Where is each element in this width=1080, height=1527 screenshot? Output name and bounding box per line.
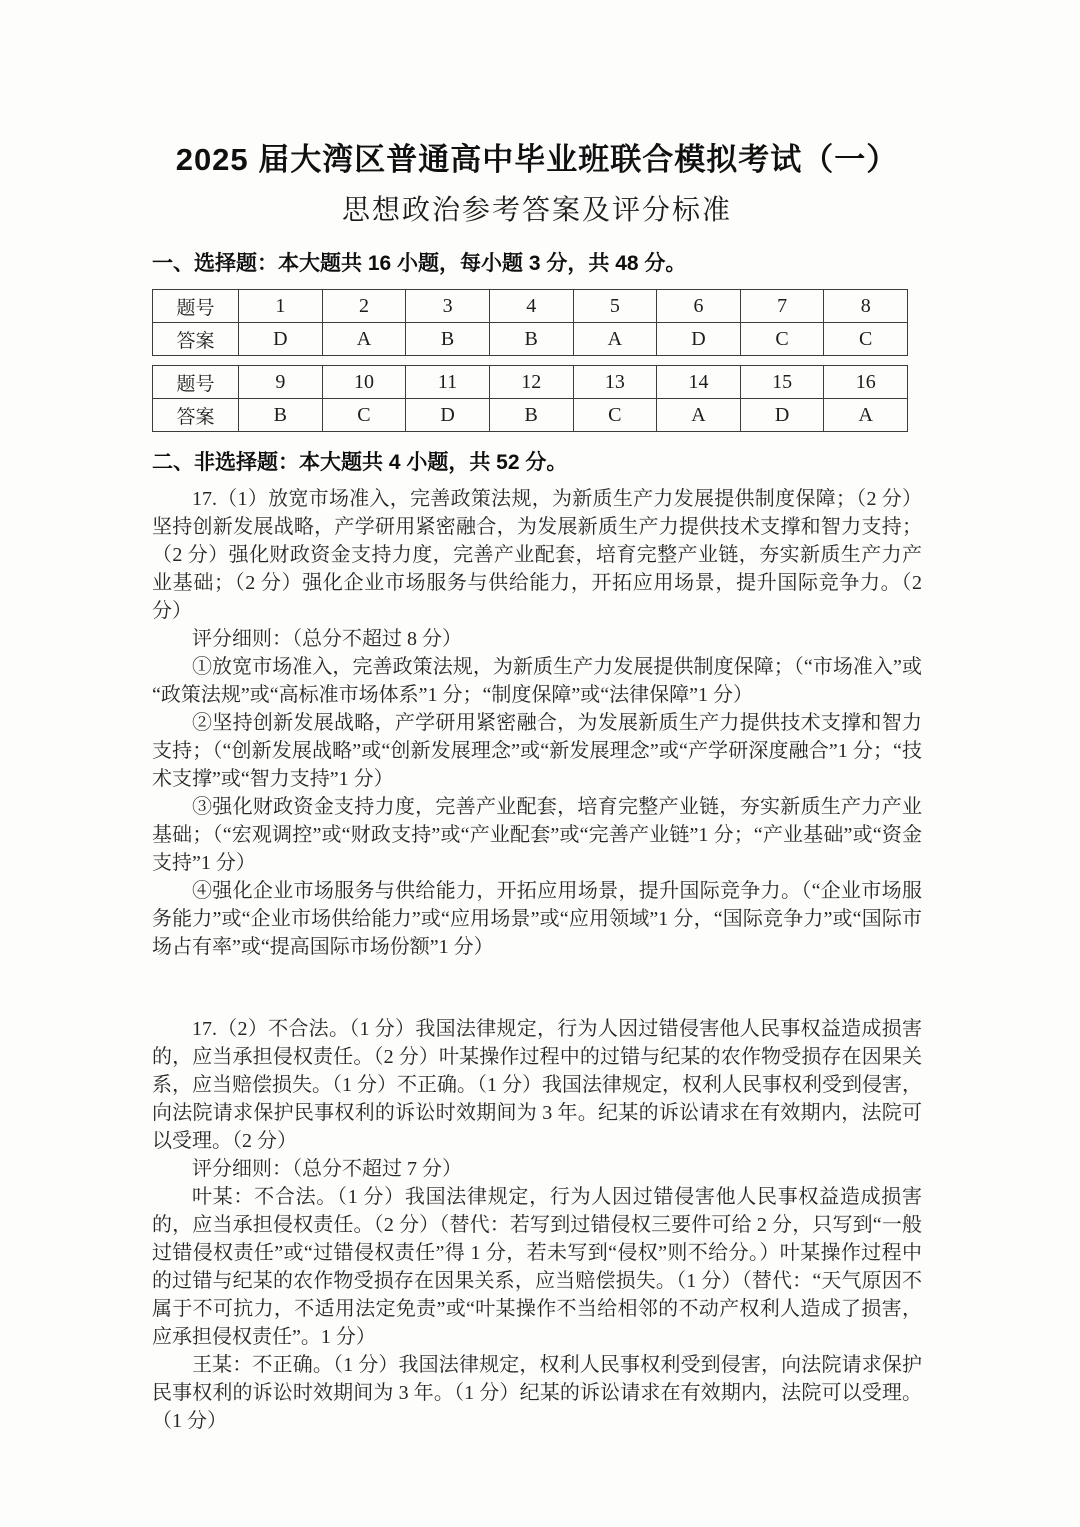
exam-title: 2025 届大湾区普通高中毕业班联合模拟考试（一） [175, 142, 899, 177]
rubric-wang-mou: 王某：不正确。（1 分）我国法律规定，权利人民事权利受到侵害，向法院请求保护民事权利的诉讼时效期间为 3 年。（1 分）纪某的诉讼请求在有效期内，法院可以受理。（1 分） [152, 1354, 922, 1432]
answer-cell: A [657, 399, 741, 432]
question-number-cell: 6 [657, 290, 741, 323]
answer-cell: D [239, 323, 323, 356]
rubric-title-17-1: 评分细则：（总分不超过 8 分） [192, 628, 462, 650]
question-number-cell: 7 [740, 290, 824, 323]
row-header-cell: 题号 [153, 290, 239, 323]
answer-cell: B [406, 323, 490, 356]
question-number-cell: 10 [322, 366, 406, 399]
answer-cell: C [740, 323, 824, 356]
rubric-point-4: ④强化企业市场服务与供给能力，开拓应用场景，提升国际竞争力。（“企业市场服务能力”或“企业市场供给能力”或“应用场景”或“应用领域”1 分，“国际竞争力”或“国际市场占有率”或“提高国际市场份额”1 分） [152, 880, 922, 958]
question-number-cell: 15 [740, 366, 824, 399]
answer-cell: C [824, 323, 908, 356]
question-number-cell: 4 [489, 290, 573, 323]
answer-17-1: 17.（1）放宽市场准入，完善政策法规，为新质生产力发展提供制度保障；（2 分）坚持创新发展战略，产学研用紧密融合，为发展新质生产力提供技术支撑和智力支持；（2 分）强化财政资金支持力度，完善产业配套，培育完整产业链，夯实新质生产力产业基础；（2 分）强化企业市场服务与供给能力，开拓应用场景，提升国际竞争力。（2 分） [152, 488, 922, 622]
answer-cell: A [824, 399, 908, 432]
answer-cell: B [239, 399, 323, 432]
question-number-cell: 12 [489, 366, 573, 399]
answer-row [153, 323, 908, 356]
answer-17-2: 17.（2）不合法。（1 分）我国法律规定，行为人因过错侵害他人民事权益造成损害的，应当承担侵权责任。（2 分）叶某操作过程中的过错与纪某的农作物受损存在因果关系，应当赔偿损失。（1 分）不正确。（1 分）我国法律规定，权利人民事权利受到侵害，向法院请求保护民事权利的诉讼时效期间为 3 年。纪某的诉讼请求在有效期内，法院可以受理。（2 分） [152, 1018, 922, 1152]
question-number-cell: 11 [406, 366, 490, 399]
question-number-cell: 5 [573, 290, 657, 323]
row-header-cell: 题号 [153, 366, 239, 399]
question-number-cell: 2 [322, 290, 406, 323]
section2-heading: 二、非选择题：本大题共 4 小题，共 52 分。 [152, 451, 568, 474]
answer-table-q9-16 [152, 365, 908, 432]
answer-cell: D [740, 399, 824, 432]
answer-cell: A [573, 323, 657, 356]
question-number-cell: 13 [573, 366, 657, 399]
row-header-cell: 答案 [153, 399, 239, 432]
question-number-row [153, 366, 908, 399]
question-number-cell: 8 [824, 290, 908, 323]
rubric-ye-mou: 叶某：不合法。（1 分）我国法律规定，行为人因过错侵害他人民事权益造成损害的，应当承担侵权责任。（2 分）（替代：若写到过错侵权三要件可给 2 分，只写到“一般过错侵权责任”或“过错侵权责任”得 1 分，若未写到“侵权”则不给分。）叶某操作过程中的过错与纪某的农作物受损存在因果关系，应当赔偿损失。（1 分）（替代：“天气原因不属于不可抗力，不适用法定免责”或“叶某操作不当给相邻的不动产权利人造成了损害，应承担侵权责任”。1 分） [152, 1186, 922, 1348]
question-number-cell: 1 [239, 290, 323, 323]
question-number-cell: 16 [824, 366, 908, 399]
answer-row [153, 399, 908, 432]
rubric-point-2: ②坚持创新发展战略，产学研用紧密融合，为发展新质生产力提供技术支撑和智力支持；（“创新发展战略”或“创新发展理念”或“新发展理念”或“产学研深度融合”1 分；“技术支撑”或“智力支持”1 分） [152, 712, 922, 790]
rubric-point-1: ①放宽市场准入，完善政策法规，为新质生产力发展提供制度保障；（“市场准入”或“政策法规”或“高标准市场体系”1 分；“制度保障”或“法律保障”1 分） [152, 656, 922, 706]
exam-subtitle: 思想政治参考答案及评分标准 [341, 195, 732, 226]
answer-cell: B [489, 399, 573, 432]
answer-table-q1-8 [152, 289, 908, 356]
rubric-title-17-2: 评分细则：（总分不超过 7 分） [192, 1158, 462, 1180]
answer-cell: B [489, 323, 573, 356]
row-header-cell: 答案 [153, 323, 239, 356]
answer-cell: D [406, 399, 490, 432]
answer-cell: D [657, 323, 741, 356]
answer-cell: C [573, 399, 657, 432]
question-number-cell: 3 [406, 290, 490, 323]
section1-heading: 一、选择题：本大题共 16 小题，每小题 3 分，共 48 分。 [152, 252, 687, 275]
question-number-cell: 9 [239, 366, 323, 399]
answer-cell: C [322, 399, 406, 432]
answer-cell: A [322, 323, 406, 356]
rubric-point-3: ③强化财政资金支持力度，完善产业配套，培育完整产业链，夯实新质生产力产业基础；（“宏观调控”或“财政支持”或“产业配套”或“完善产业链”1 分；“产业基础”或“资金支持”1 分） [152, 796, 922, 874]
question-number-row [153, 290, 908, 323]
question-number-cell: 14 [657, 366, 741, 399]
